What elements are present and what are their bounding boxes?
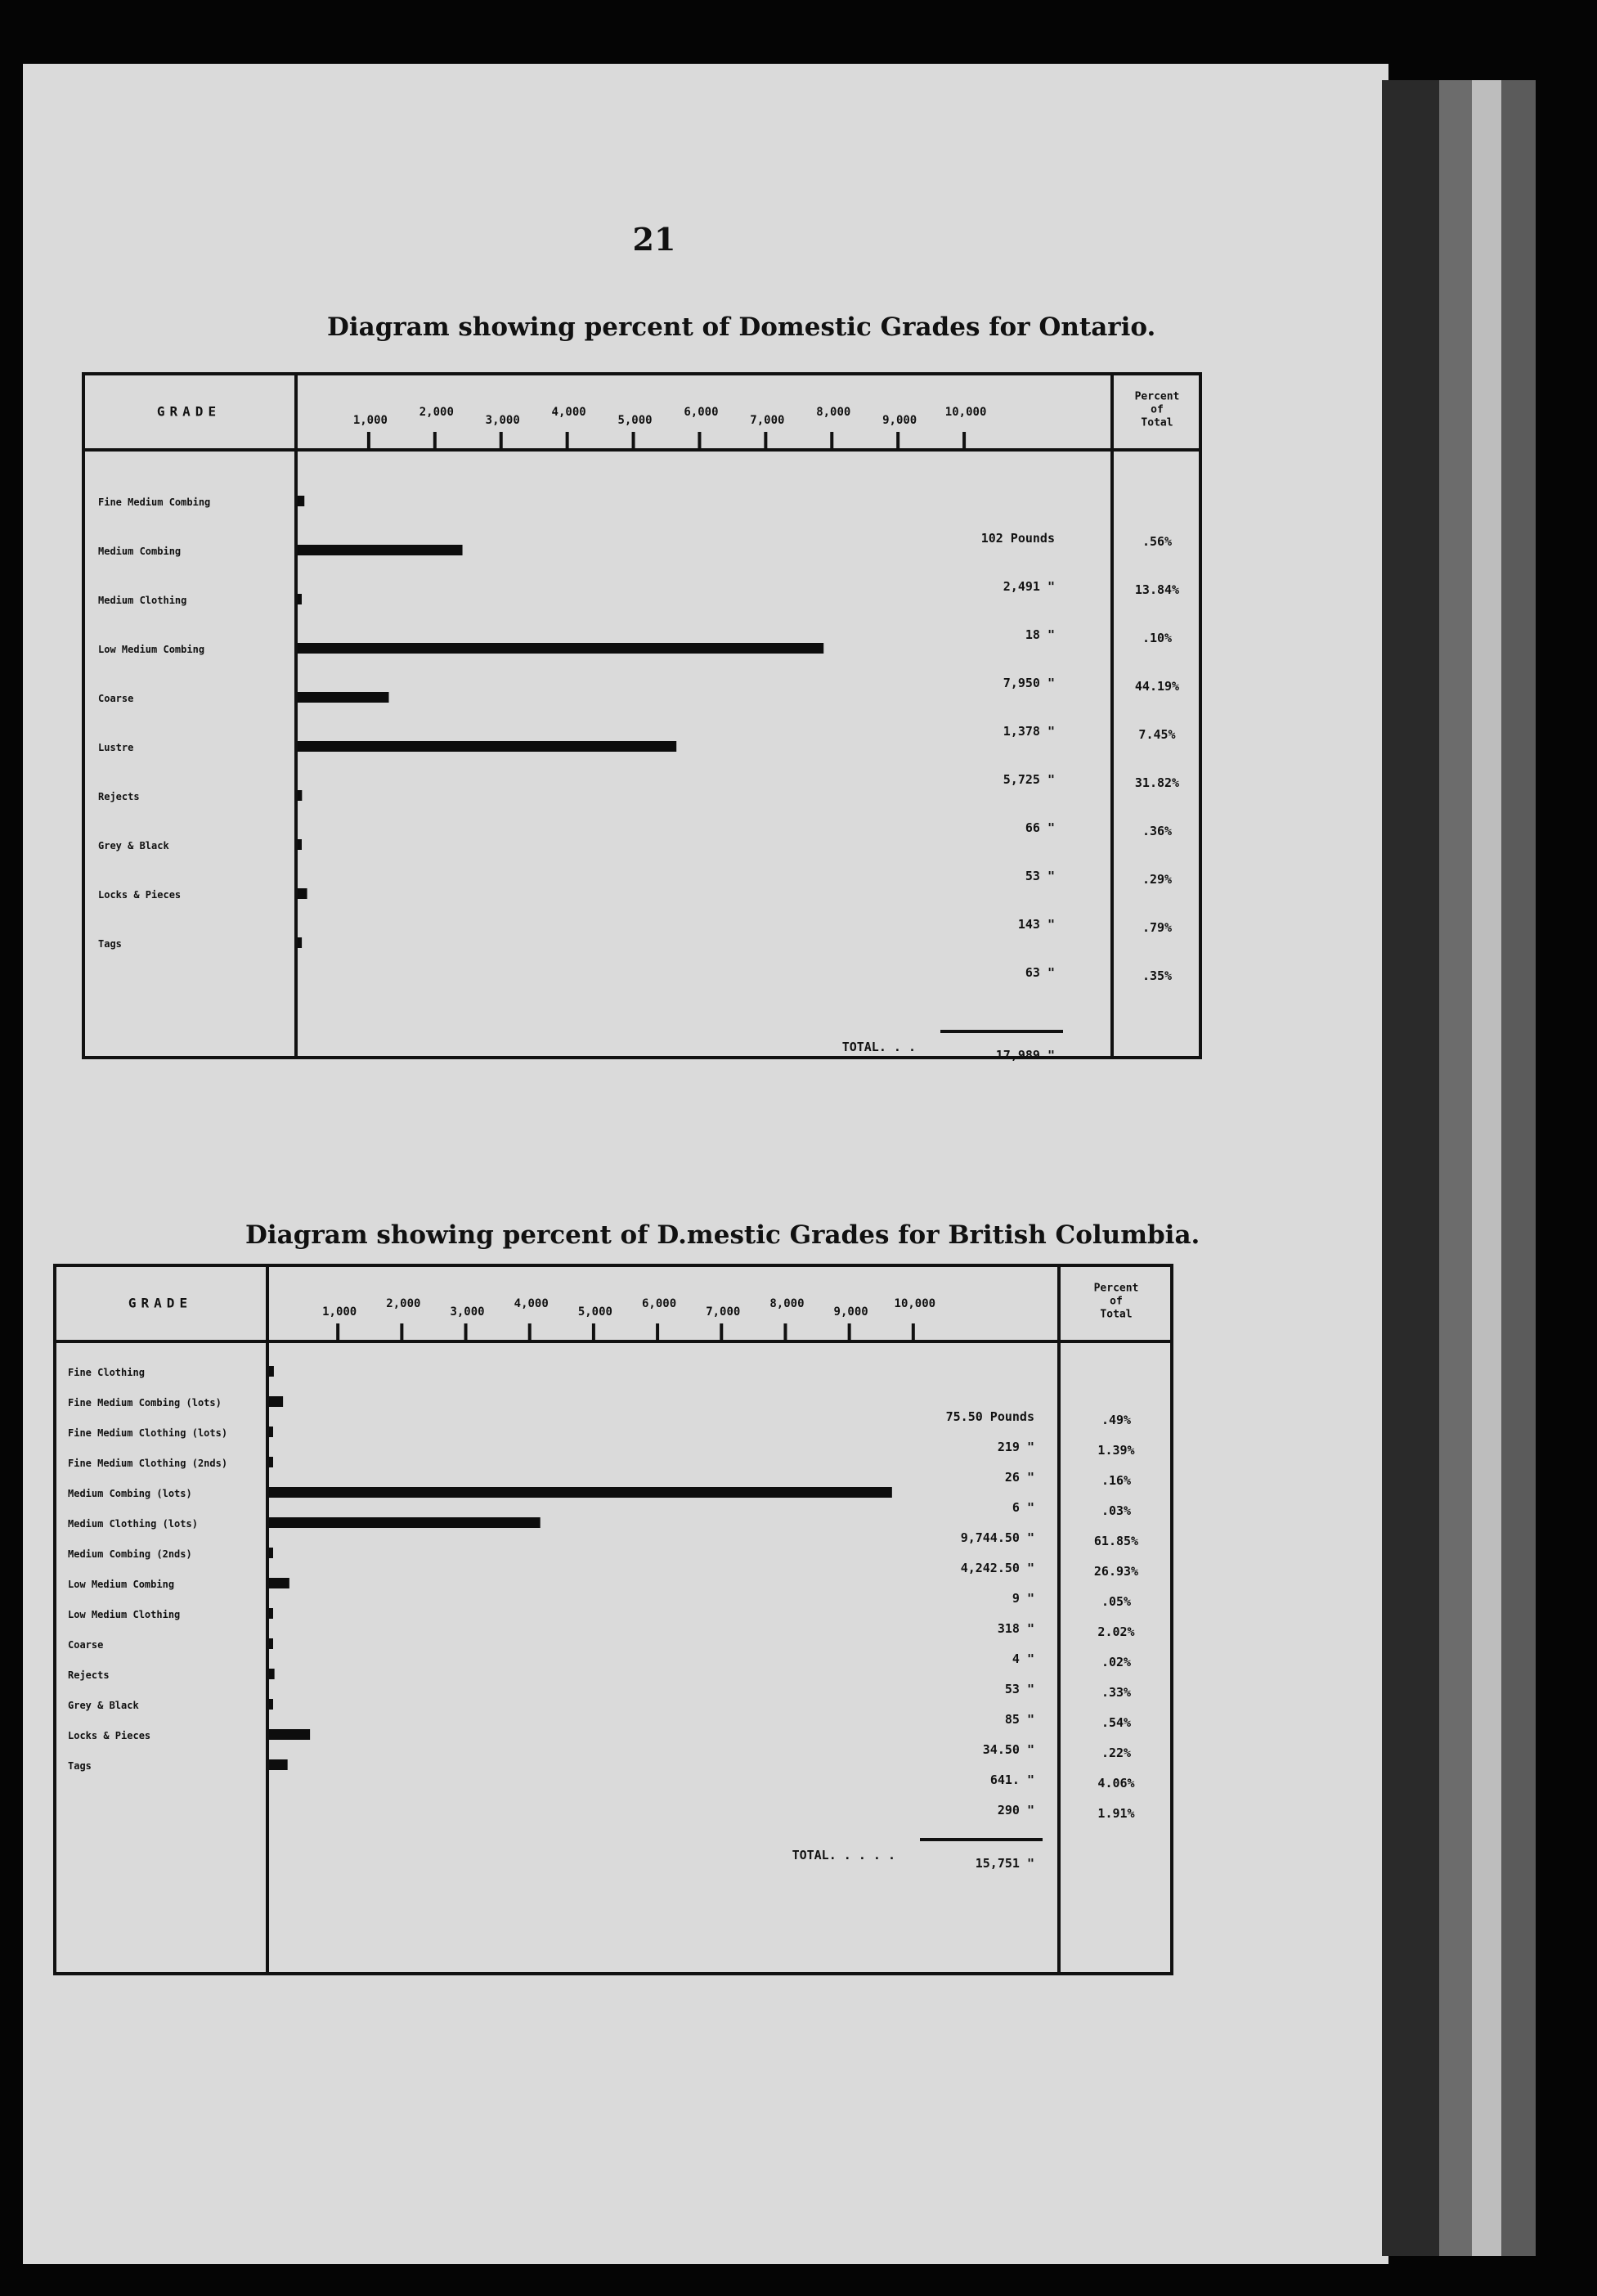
pounds-label: 63 "	[1025, 965, 1055, 980]
pounds-label: 7,950 "	[1003, 676, 1055, 690]
percent-label: 44.19%	[1134, 679, 1180, 694]
percent-column-header: of	[1110, 1295, 1123, 1308]
grade-label: Locks & Pieces	[68, 1730, 151, 1741]
percent-column-header: Total	[1141, 416, 1173, 429]
grade-label: Grey & Black	[68, 1700, 139, 1711]
grade-bar	[269, 1699, 273, 1710]
grade-bar	[269, 1759, 288, 1770]
percent-label: 1.39%	[1097, 1443, 1135, 1458]
x-tick-label: 3,000	[450, 1305, 485, 1319]
x-tick-label: 5,000	[617, 414, 653, 427]
pounds-label: 143 "	[1017, 917, 1055, 932]
grade-label: Tags	[98, 938, 122, 950]
page-edge-shadow	[1439, 80, 1472, 2256]
total-label: TOTAL. . . . .	[792, 1848, 895, 1862]
grade-bar	[269, 1457, 273, 1467]
percent-column-header: of	[1151, 403, 1164, 416]
grade-label: Rejects	[68, 1669, 110, 1681]
x-tick-label: 4,000	[514, 1297, 549, 1310]
percent-label: 31.82%	[1134, 775, 1180, 790]
grade-bar	[269, 1427, 273, 1437]
pounds-label: 9 "	[1012, 1591, 1034, 1606]
pounds-label: 66 "	[1025, 820, 1055, 835]
x-tick-label: 4,000	[551, 406, 586, 419]
grade-label: Tags	[68, 1760, 92, 1772]
grade-bar	[269, 1548, 273, 1558]
grade-label: Fine Clothing	[68, 1367, 145, 1378]
grade-bar	[269, 1578, 289, 1588]
total-value: 15,751 "	[975, 1856, 1034, 1871]
page-edge-shadow	[1501, 80, 1536, 2256]
grade-bar	[269, 1487, 892, 1498]
percent-column-header: Total	[1100, 1308, 1133, 1321]
percent-label: .02%	[1101, 1655, 1132, 1669]
grade-label: Fine Medium Combing (lots)	[68, 1397, 222, 1409]
x-tick-label: 1,000	[352, 414, 388, 427]
x-tick-label: 10,000	[894, 1297, 936, 1310]
percent-label: .05%	[1101, 1594, 1132, 1609]
page-edge-shadow	[1472, 80, 1501, 2256]
grade-column-header: GRADE	[156, 403, 222, 420]
grade-bar	[298, 888, 307, 899]
grade-label: Grey & Black	[98, 840, 169, 851]
percent-label: 26.93%	[1093, 1564, 1139, 1579]
grade-label: Low Medium Combing	[68, 1579, 175, 1590]
pounds-label: 5,725 "	[1003, 772, 1055, 787]
percent-label: .79%	[1142, 920, 1173, 935]
x-tick-label: 9,000	[833, 1305, 868, 1319]
x-tick-label: 2,000	[386, 1297, 421, 1310]
percent-label: .16%	[1101, 1473, 1132, 1488]
grade-bar	[298, 790, 302, 801]
grade-bar	[269, 1366, 274, 1377]
pounds-label: 6 "	[1012, 1500, 1034, 1515]
x-tick-label: 6,000	[642, 1297, 677, 1310]
x-tick-label: 5,000	[577, 1305, 612, 1319]
grade-bar	[298, 545, 463, 555]
x-tick-label: 8,000	[816, 406, 851, 419]
percent-label: .10%	[1142, 631, 1173, 645]
x-tick-label: 10,000	[944, 406, 987, 419]
grade-label: Fine Medium Clothing (2nds)	[68, 1458, 228, 1469]
percent-label: 2.02%	[1097, 1624, 1135, 1639]
grade-label: Low Medium Combing	[98, 644, 205, 655]
percent-column-header: Percent	[1093, 1282, 1139, 1295]
grade-bar	[298, 594, 302, 604]
percent-label: .22%	[1101, 1746, 1132, 1760]
grade-label: Medium Clothing	[98, 595, 187, 606]
grade-column-header: GRADE	[128, 1295, 193, 1311]
x-tick-label: 7,000	[750, 414, 785, 427]
pounds-label: 102 Pounds	[980, 531, 1055, 546]
x-tick-label: 3,000	[485, 414, 520, 427]
pounds-label: 1,378 "	[1003, 724, 1055, 739]
grade-bar	[298, 643, 823, 654]
grade-bar	[298, 741, 676, 752]
percent-label: .29%	[1142, 872, 1173, 887]
pounds-label: 53 "	[1025, 869, 1055, 883]
grade-label: Lustre	[98, 742, 134, 753]
percent-label: 61.85%	[1093, 1534, 1139, 1548]
grade-bar	[298, 937, 302, 948]
pounds-label: 9,744.50 "	[960, 1530, 1034, 1545]
pounds-label: 4 "	[1012, 1651, 1034, 1666]
percent-label: .35%	[1142, 968, 1173, 983]
chart-frame	[83, 374, 1200, 1058]
pounds-label: 641. "	[989, 1773, 1034, 1787]
pounds-label: 219 "	[997, 1440, 1034, 1454]
grade-bar	[269, 1638, 273, 1649]
x-tick-label: 9,000	[882, 414, 917, 427]
grade-label: Medium Combing	[98, 546, 182, 557]
x-tick-label: 7,000	[706, 1305, 741, 1319]
percent-label: .54%	[1101, 1715, 1132, 1730]
grade-bar	[269, 1608, 273, 1619]
grade-label: Medium Combing (lots)	[68, 1488, 192, 1499]
grade-label: Coarse	[98, 693, 134, 704]
grade-bar	[269, 1396, 283, 1407]
percent-label: 1.91%	[1097, 1806, 1135, 1821]
grade-label: Fine Medium Combing	[98, 496, 211, 508]
bc-bar-chart	[53, 1264, 1173, 1975]
grade-bar	[298, 496, 304, 506]
grade-bar	[298, 692, 388, 703]
pounds-label: 2,491 "	[1003, 579, 1055, 594]
grade-label: Low Medium Clothing	[68, 1609, 181, 1620]
pounds-label: 75.50 Pounds	[945, 1409, 1034, 1424]
ontario-chart-title: Diagram showing percent of Domestic Grades for Ontario.	[327, 312, 1156, 342]
percent-label: .36%	[1142, 824, 1173, 838]
grade-label: Rejects	[98, 791, 140, 802]
pounds-label: 4,242.50 "	[960, 1561, 1034, 1575]
grade-label: Medium Clothing (lots)	[68, 1518, 198, 1530]
pounds-label: 290 "	[997, 1803, 1034, 1817]
x-tick-label: 2,000	[419, 406, 454, 419]
pounds-label: 53 "	[1004, 1682, 1034, 1696]
grade-label: Locks & Pieces	[98, 889, 182, 901]
x-tick-label: 6,000	[684, 406, 719, 419]
grade-bar	[269, 1669, 275, 1679]
percent-label: .56%	[1142, 534, 1173, 549]
x-tick-label: 1,000	[322, 1305, 357, 1319]
page-edge-shadow	[1382, 80, 1439, 2256]
page-number: 21	[632, 221, 676, 258]
total-value: 17,989 "	[995, 1048, 1055, 1063]
percent-label: .49%	[1101, 1413, 1132, 1427]
grade-label: Medium Combing (2nds)	[68, 1548, 192, 1560]
grade-bar	[269, 1729, 310, 1740]
pounds-label: 34.50 "	[982, 1742, 1034, 1757]
pounds-label: 318 "	[997, 1621, 1034, 1636]
x-tick-label: 8,000	[769, 1297, 805, 1310]
ontario-bar-chart	[82, 372, 1202, 1063]
grade-bar	[298, 839, 302, 850]
pounds-label: 18 "	[1025, 627, 1055, 642]
percent-label: 13.84%	[1134, 582, 1180, 597]
percent-column-header: Percent	[1134, 390, 1180, 403]
percent-label: 7.45%	[1138, 727, 1176, 742]
percent-label: .03%	[1101, 1503, 1132, 1518]
grade-bar	[269, 1517, 541, 1528]
pounds-label: 26 "	[1004, 1470, 1034, 1485]
percent-label: 4.06%	[1097, 1776, 1135, 1791]
pounds-label: 85 "	[1004, 1712, 1034, 1727]
percent-label: .33%	[1101, 1685, 1132, 1700]
bc-chart-title: Diagram showing percent of D.mestic Grades for British Columbia.	[245, 1220, 1200, 1250]
grade-label: Fine Medium Clothing (lots)	[68, 1427, 228, 1439]
total-label: TOTAL. . .	[841, 1040, 916, 1054]
grade-label: Coarse	[68, 1639, 104, 1651]
